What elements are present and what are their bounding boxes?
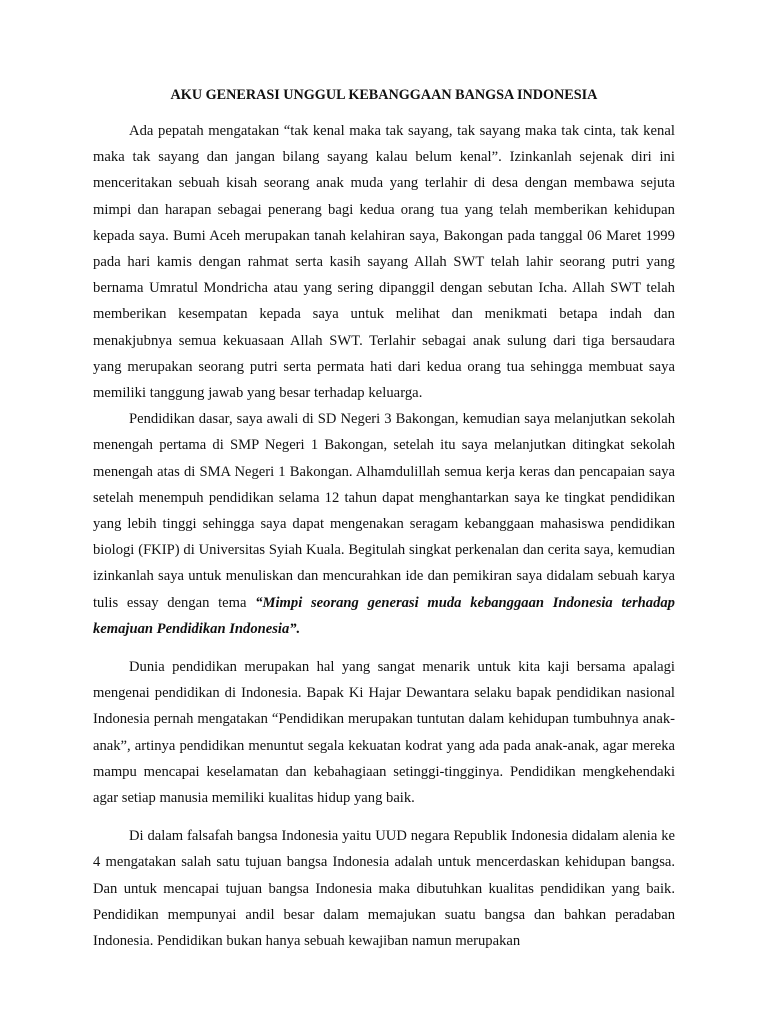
paragraph-text: Dunia pendidikan merupakan hal yang sangat menarik untuk kita kaji bersama apalagi mengenai pendidikan di Indonesia. Bapak Ki Hajar Dewantara selaku bapak pendidikan nasional Indonesia pernah mengatakan “Pendidikan merupakan tuntutan dalam kehidupan tumbuhnya anak-anak”, artinya pendidikan menuntut segala kekuatan kodrat yang ada pada anak-anak, agar mereka mampu mencapai keselamatan dan kebahagiaan setinggi-tingginya. Pendidikan mengkehendaki agar setiap manusia memiliki kualitas hidup yang baik. xyxy=(93,659,675,807)
document-title: AKU GENERASI UNGGUL KEBANGGAAN BANGSA INDONESIA xyxy=(170,87,598,103)
paragraph-text: Di dalam falsafah bangsa Indonesia yaitu UUD negara Republik Indonesia didalam alenia ke 4 mengatakan salah satu tujuan bangsa Indonesia adalah untuk mencerdaskan kehidupan bangsa. Dan untuk mencapai tujuan bangsa Indonesia maka dibutuhkan kualitas pendidikan yang baik. Pendidikan mempunyai andil besar dalam memajukan suatu bangsa dan bahkan peradaban Indonesia. Pendidikan bukan hanya sebuah kewajiban namun merupakan xyxy=(93,828,675,950)
paragraph-education-world xyxy=(93,654,675,811)
paragraph-introduction xyxy=(93,118,675,406)
document-body xyxy=(93,82,675,954)
paragraph-text: Pendidikan dasar, saya awali di SD Negeri 3 Bakongan, kemudian saya melanjutkan sekolah menengah pertama di SMP Negeri 1 Bakongan, setelah itu saya melanjutkan ditingkat sekolah menengah atas di SMA Negeri 1 Bakongan. Alhamdulillah semua kerja keras dan pencapaian saya setelah menempuh pendidikan selama 12 tahun dapat menghantarkan saya ke tingkat pendidikan yang lebih tinggi sehingga saya dapat mengenakan seragam kebanggaan mahasiswa pendidikan biologi (FKIP) di Universitas Syiah Kuala. Begitulah singkat perkenalan dan cerita saya, kemudian izinkanlah saya untuk menuliskan dan mencurahkan ide dan pemikiran saya didalam sebuah karya tulis essay dengan tema xyxy=(93,411,675,611)
paragraph-national-philosophy xyxy=(93,823,675,954)
essay-theme-emphasis: “Mimpi seorang generasi muda kebanggaan Indonesia terhadap kemajuan Pendidikan Indonesia”. xyxy=(93,594,675,637)
paragraph-education-background xyxy=(93,406,675,642)
paragraph-text: Ada pepatah mengatakan “tak kenal maka tak sayang, tak sayang maka tak cinta, tak kenal maka tak sayang dan jangan bilang sayang kalau belum kenal”. Izinkanlah sejenak diri ini menceritakan sebuah kisah seorang anak muda yang terlahir di desa dengan membawa sejuta mimpi dan harapan sebagai penerang bagi kedua orang tua yang telah memberikan kehidupan kepada saya. Bumi Aceh merupakan tanah kelahiran saya, Bakongan pada tanggal 06 Maret 1999 pada hari kamis dengan rahmat serta kasih sayang Allah SWT telah lahir seorang putri yang bernama Umratul Mondricha atau yang sering dipanggil dengan sebutan Icha. Allah SWT telah memberikan kesempatan kepada saya untuk melihat dan menikmati betapa indah dan menakjubnya semua kekuasaan Allah SWT. Terlahir sebagai anak sulung dari tiga bersaudara yang merupakan seorang putri serta permata hati dari kedua orang tua sehingga membuat saya memiliki tanggung jawab yang besar terhadap keluarga. xyxy=(93,123,675,402)
